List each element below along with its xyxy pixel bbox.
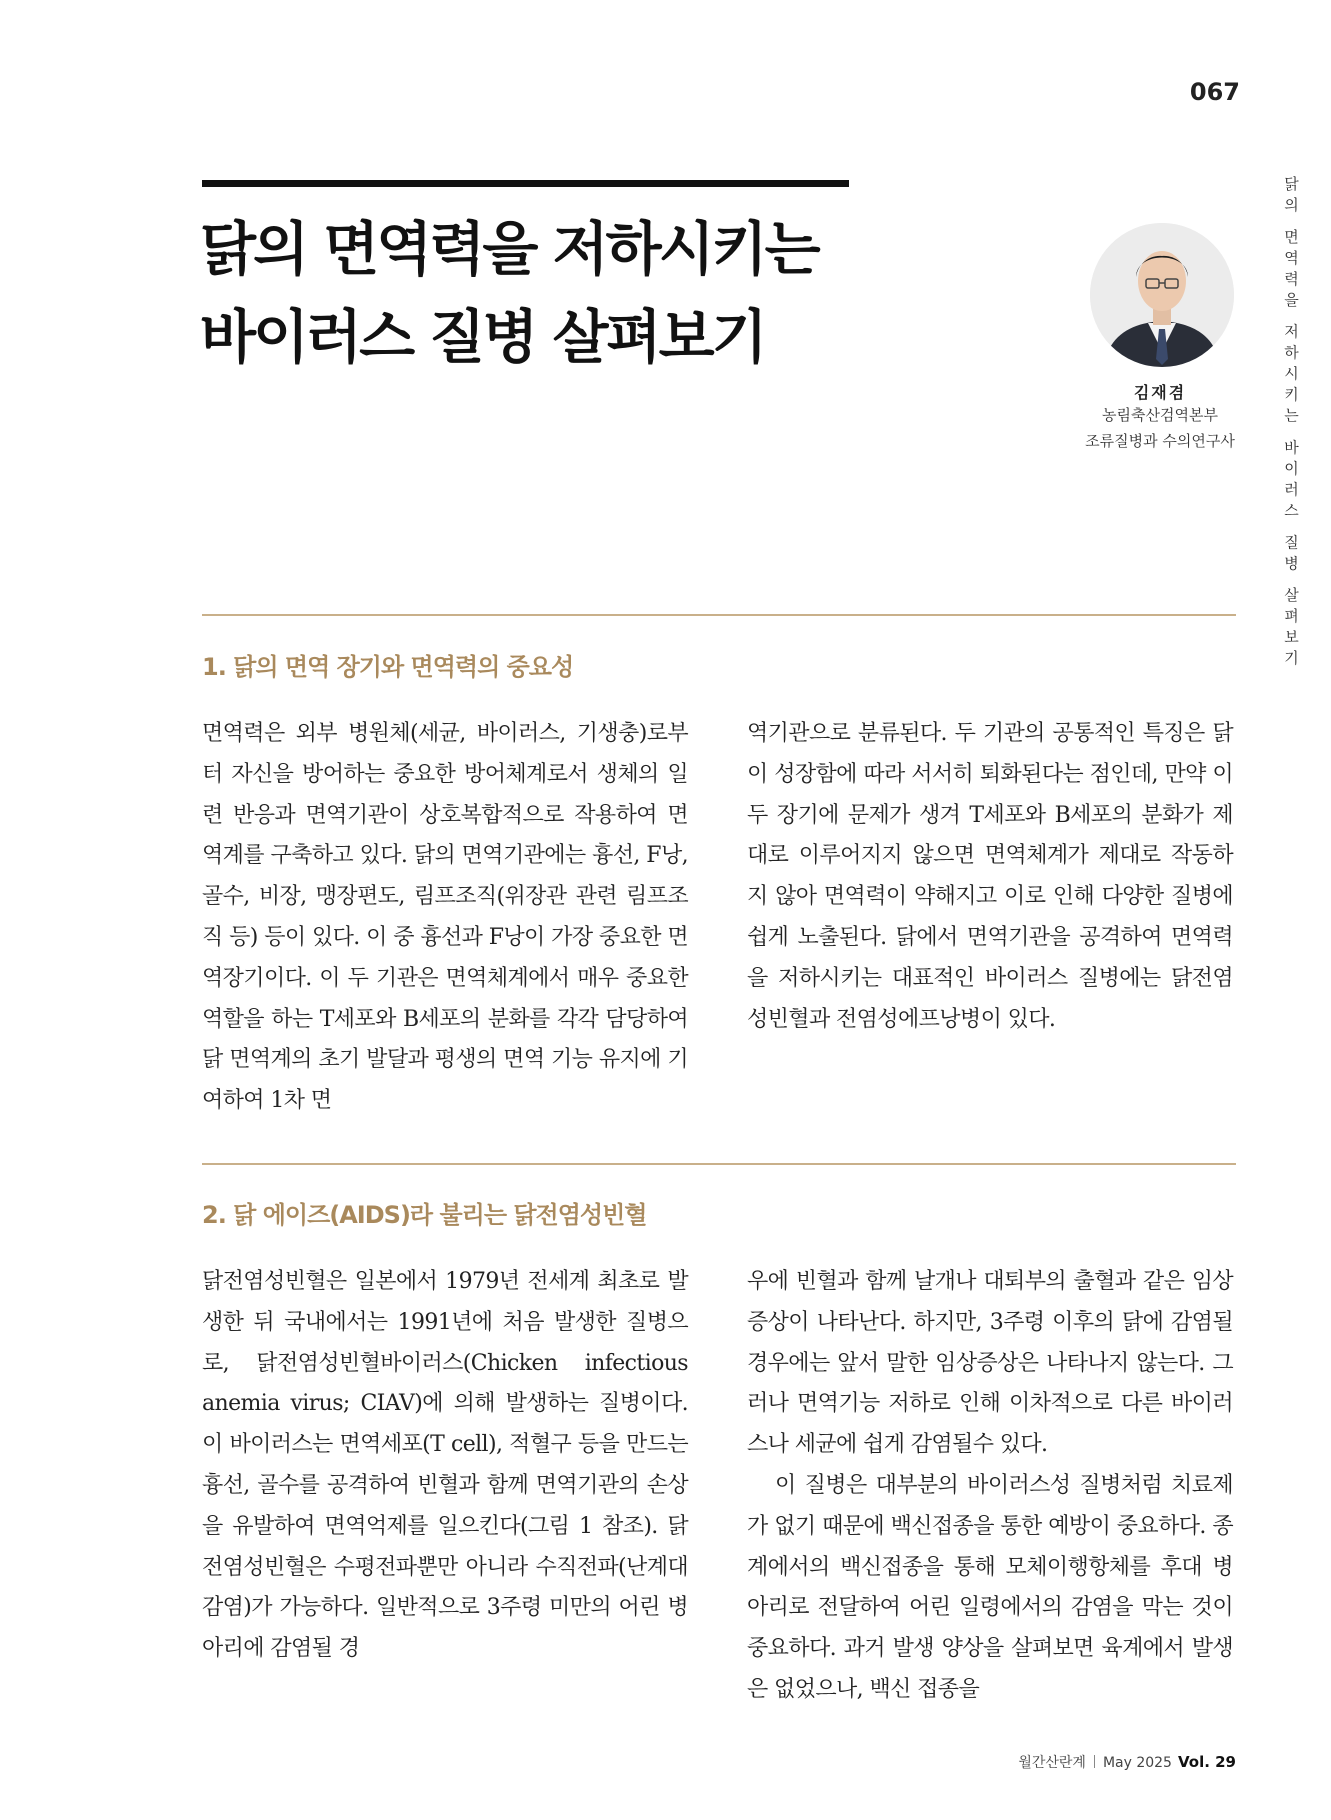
article-title <box>200 205 900 381</box>
section-1-right-column <box>747 714 1233 1040</box>
paragraph: 이 질병은 대부분의 바이러스성 질병처럼 치료제가 없기 때문에 백신접종을 통한 예방이 중요하다. 종계에서의 백신접종을 통해 모체이행항체를 후대 병아리로 전달하여 어린 일령에서의 감염을 막는 것이 중요하다. 과거 발생 양상을 살펴보면 육계에서 발생은 없었으나, 백신 접종을 <box>747 1472 1233 1702</box>
footer-separator <box>1094 1755 1095 1768</box>
section-1-heading: 1. 닭의 면역 장기와 면역력의 중요성 <box>202 653 574 681</box>
volume-number: Vol. 29 <box>1177 1753 1236 1771</box>
author-photo <box>1090 223 1234 367</box>
paragraph: 면역력은 외부 병원체(세균, 바이러스, 기생충)로부터 자신을 방어하는 중요한 방어체계로서 생체의 일련 반응과 면역기관이 상호복합적으로 작용하여 면역계를 구축하고 있다. 닭의 면역기관에는 흉선, F낭, 골수, 비장, 맹장편도, 림프조직(위장관 관련 림프조직 등) 등이 있다. 이 중 흉선과 F낭이 가장 중요한 면역장기이다. 이 두 기관은 면역체계에서 매우 중요한 역할을 하는 T세포와 B세포의 분화를 각각 담당하여 닭 면역계의 초기 발달과 평생의 면역 기능 유지에 기여하여 1차 면 <box>202 721 688 1114</box>
author-affiliation-org: 농림축산검역본부 <box>1102 406 1218 424</box>
issue-date: May 2025 <box>1102 1755 1172 1771</box>
vertical-running-title: 닭의 면역력을 저하시키는 바이러스 질병 살펴보기 <box>1282 176 1300 671</box>
magazine-name: 월간산란계 <box>1018 1755 1086 1771</box>
author-affiliation-dept: 조류질병과 수의연구사 <box>1085 432 1235 450</box>
author-name: 김재겸 <box>1133 383 1187 402</box>
section-2-left-column <box>202 1262 688 1670</box>
section-1-left-column <box>202 714 688 1122</box>
page-number: 067 <box>1189 78 1240 106</box>
paragraph: 닭전염성빈혈은 일본에서 1979년 전세계 최초로 발생한 뒤 국내에서는 1991년에 처음 발생한 질병으로, 닭전염성빈혈바이러스(Chicken infectious anemia virus; CIAV)에 의해 발생하는 질병이다. 이 바이러스는 면역세포(T cell), 적혈구 등을 만드는 흉선, 골수를 공격하여 빈혈과 함께 면역기관의 손상을 유발하여 면역억제를 일으킨다(그림 1 참조). 닭전염성빈혈은 수평전파뿐만 아니라 수직전파(난계대 감염)가 가능하다. 일반적으로 3주령 미만의 어린 병아리에 감염될 경 <box>202 1269 688 1662</box>
section-2-heading: 2. 닭 에이즈(AIDS)라 불리는 닭전염성빈혈 <box>202 1201 647 1229</box>
title-line-2: 바이러스 질병 살펴보기 <box>200 303 765 371</box>
section-divider <box>202 1163 1236 1165</box>
paragraph: 우에 빈혈과 함께 날개나 대퇴부의 출혈과 같은 임상증상이 나타난다. 하지만, 3주령 이후의 닭에 감염될 경우에는 앞서 말한 임상증상은 나타나지 않는다. 그러나 면역기능 저하로 인해 이차적으로 다른 바이러스나 세균에 쉽게 감염될수 있다. <box>747 1269 1233 1458</box>
author-portrait-icon <box>1090 223 1234 367</box>
section-divider <box>202 614 1236 616</box>
title-rule <box>202 180 849 187</box>
title-line-1: 닭의 면역력을 저하시키는 <box>200 215 818 283</box>
paragraph: 역기관으로 분류된다. 두 기관의 공통적인 특징은 닭이 성장함에 따라 서서히 퇴화된다는 점인데, 만약 이 두 장기에 문제가 생겨 T세포와 B세포의 분화가 제대로 이루어지지 않으면 면역체계가 제대로 작동하지 않아 면역력이 약해지고 이로 인해 다양한 질병에 쉽게 노출된다. 닭에서 면역기관을 공격하여 면역력을 저하시키는 대표적인 바이러스 질병에는 닭전염성빈혈과 전염성에프낭병이 있다. <box>747 721 1233 1032</box>
page-footer <box>900 1752 1236 1772</box>
section-2-right-column <box>747 1262 1233 1711</box>
